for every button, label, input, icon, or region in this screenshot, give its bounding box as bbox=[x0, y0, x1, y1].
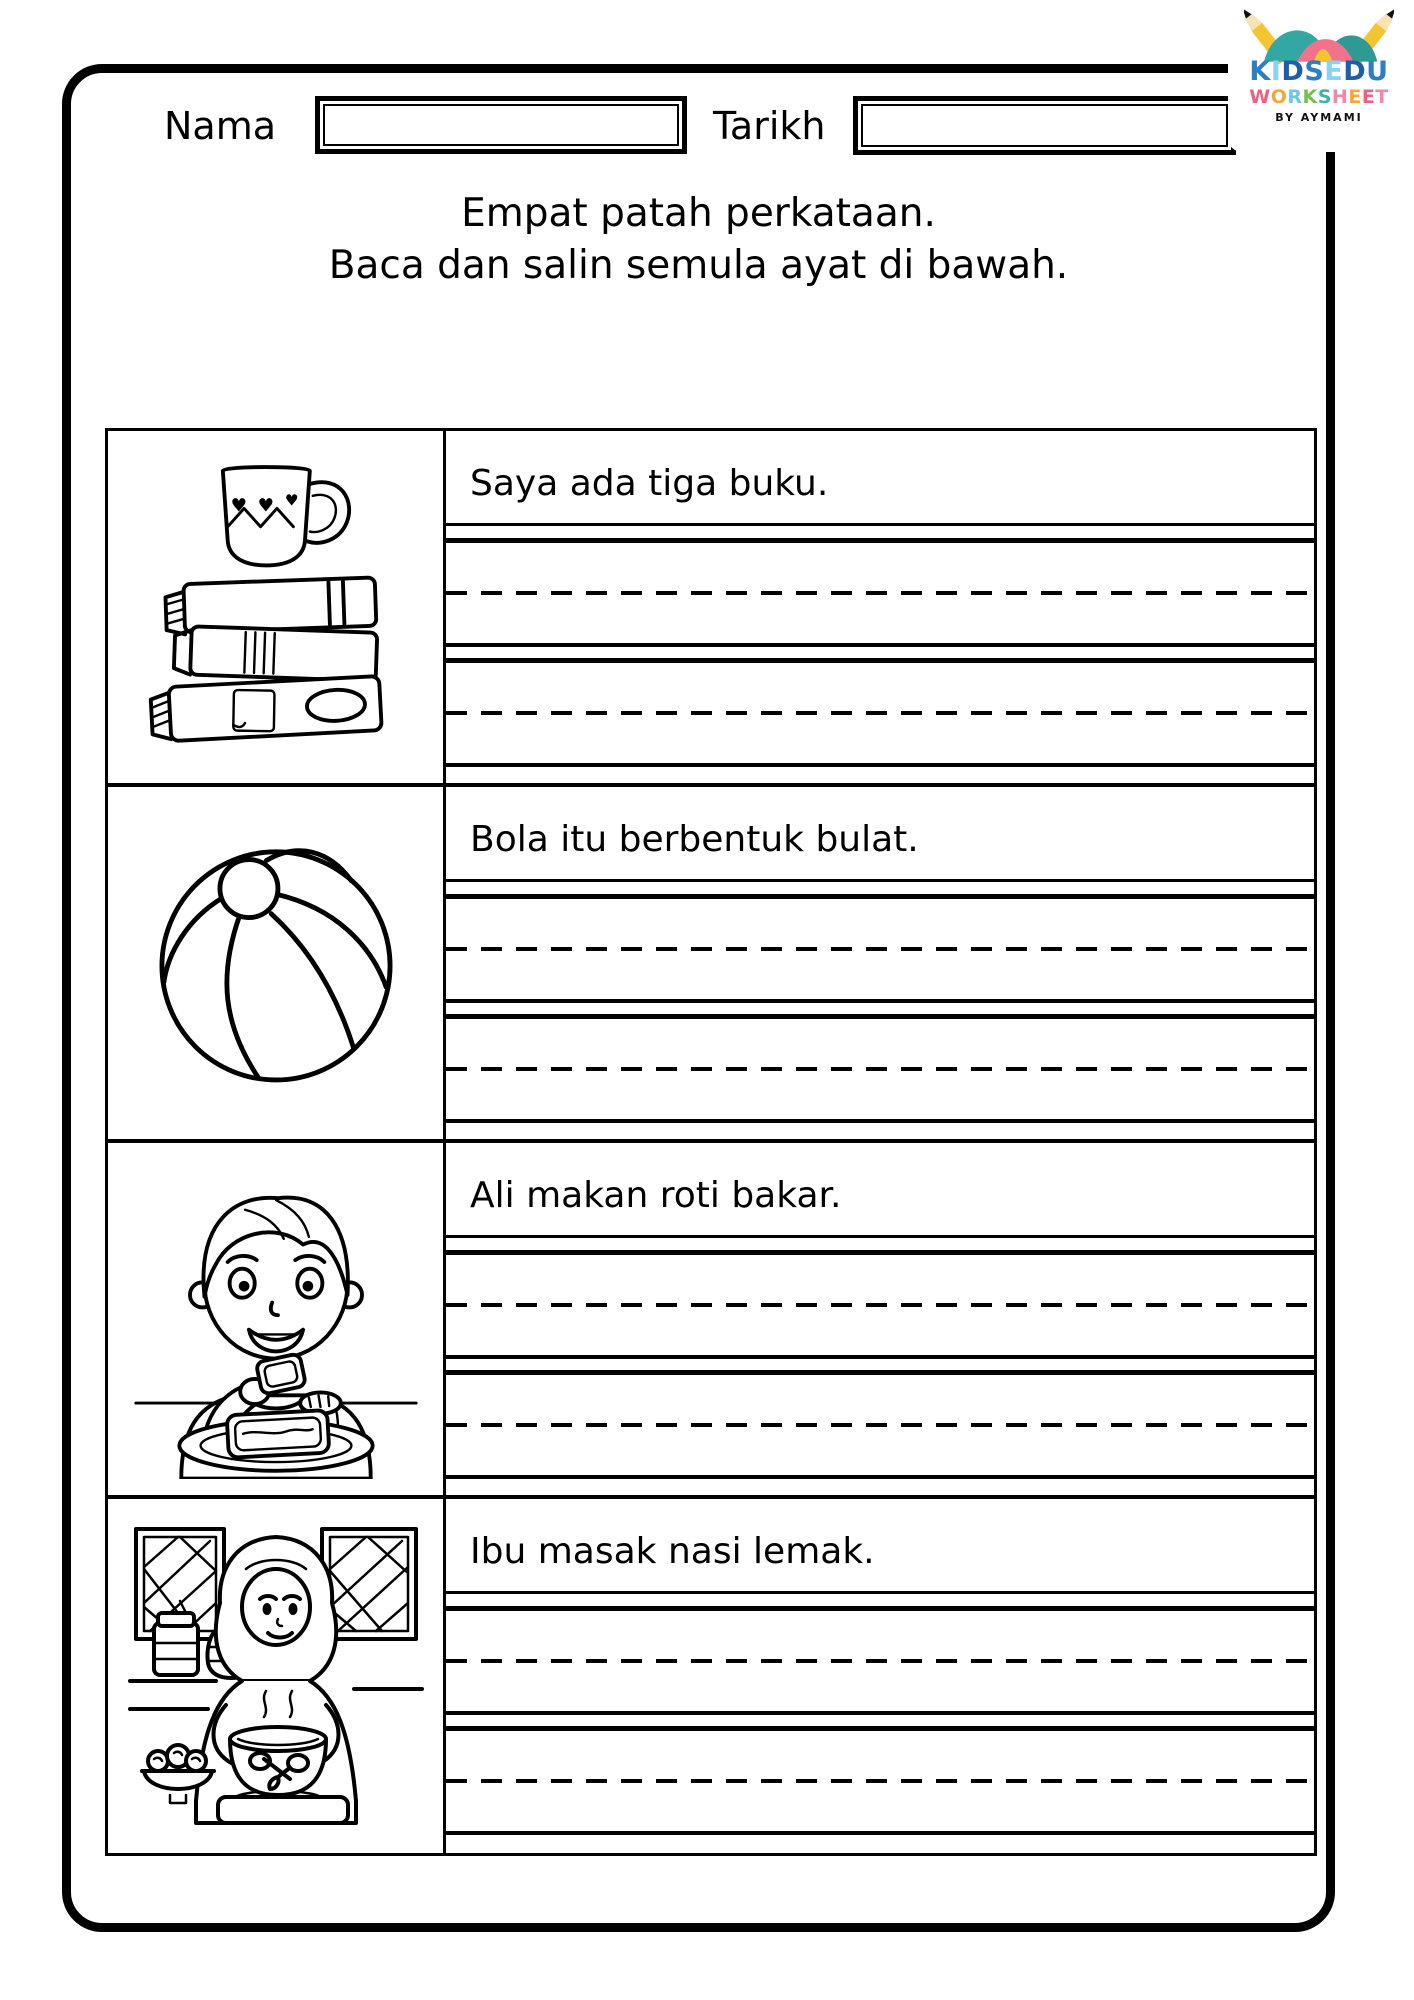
sentence-cell bbox=[446, 787, 1314, 1139]
sentence-cell bbox=[446, 1499, 1314, 1853]
table-row bbox=[108, 1143, 1314, 1499]
sentence-text: Saya ada tiga buku. bbox=[470, 463, 829, 504]
sentence-text: Ibu masak nasi lemak. bbox=[470, 1531, 875, 1572]
image-cell bbox=[108, 787, 446, 1139]
table-row bbox=[108, 1499, 1314, 1853]
logo-byline: BY AYMAMI bbox=[1275, 111, 1363, 124]
date-label: Tarikh bbox=[713, 104, 826, 148]
writing-area[interactable] bbox=[446, 1238, 1314, 1495]
date-input-box[interactable] bbox=[853, 96, 1236, 155]
table-row bbox=[108, 787, 1314, 1143]
writing-area[interactable] bbox=[446, 1594, 1314, 1853]
name-input-box[interactable] bbox=[315, 96, 687, 154]
sentence-text: Bola itu berbentuk bulat. bbox=[470, 819, 919, 860]
boy-eating-toast-illustration bbox=[131, 1159, 421, 1479]
writing-area[interactable] bbox=[446, 526, 1314, 783]
table-row bbox=[108, 431, 1314, 787]
writing-area[interactable] bbox=[446, 882, 1314, 1139]
beach-ball-illustration bbox=[131, 803, 421, 1123]
svg-text:♥: ♥ bbox=[230, 495, 247, 517]
image-cell bbox=[108, 1143, 446, 1495]
logo-title: KIDSEDU bbox=[1249, 56, 1389, 87]
image-cell bbox=[108, 431, 446, 783]
instructions bbox=[62, 188, 1335, 292]
name-label: Nama bbox=[164, 104, 277, 148]
logo-subtitle: WORKSHEET bbox=[1249, 86, 1389, 108]
instruction-line-2: Baca dan salin semula ayat di bawah. bbox=[328, 243, 1069, 288]
instruction-line-1: Empat patah perkataan. bbox=[461, 191, 936, 236]
kidsedu-logo bbox=[1228, 6, 1410, 152]
date-input-inner[interactable] bbox=[861, 104, 1228, 147]
worksheet-table bbox=[105, 428, 1317, 1856]
sentence-cell bbox=[446, 431, 1314, 783]
mother-cooking-illustration bbox=[126, 1511, 426, 1841]
sentence-text: Ali makan roti bakar. bbox=[470, 1175, 842, 1216]
svg-text:♥: ♥ bbox=[284, 491, 299, 510]
name-input-inner[interactable] bbox=[323, 104, 679, 146]
image-cell bbox=[108, 1499, 446, 1853]
svg-text:♥: ♥ bbox=[257, 495, 274, 517]
sentence-cell bbox=[446, 1143, 1314, 1495]
books-and-mug-illustration bbox=[131, 447, 421, 767]
